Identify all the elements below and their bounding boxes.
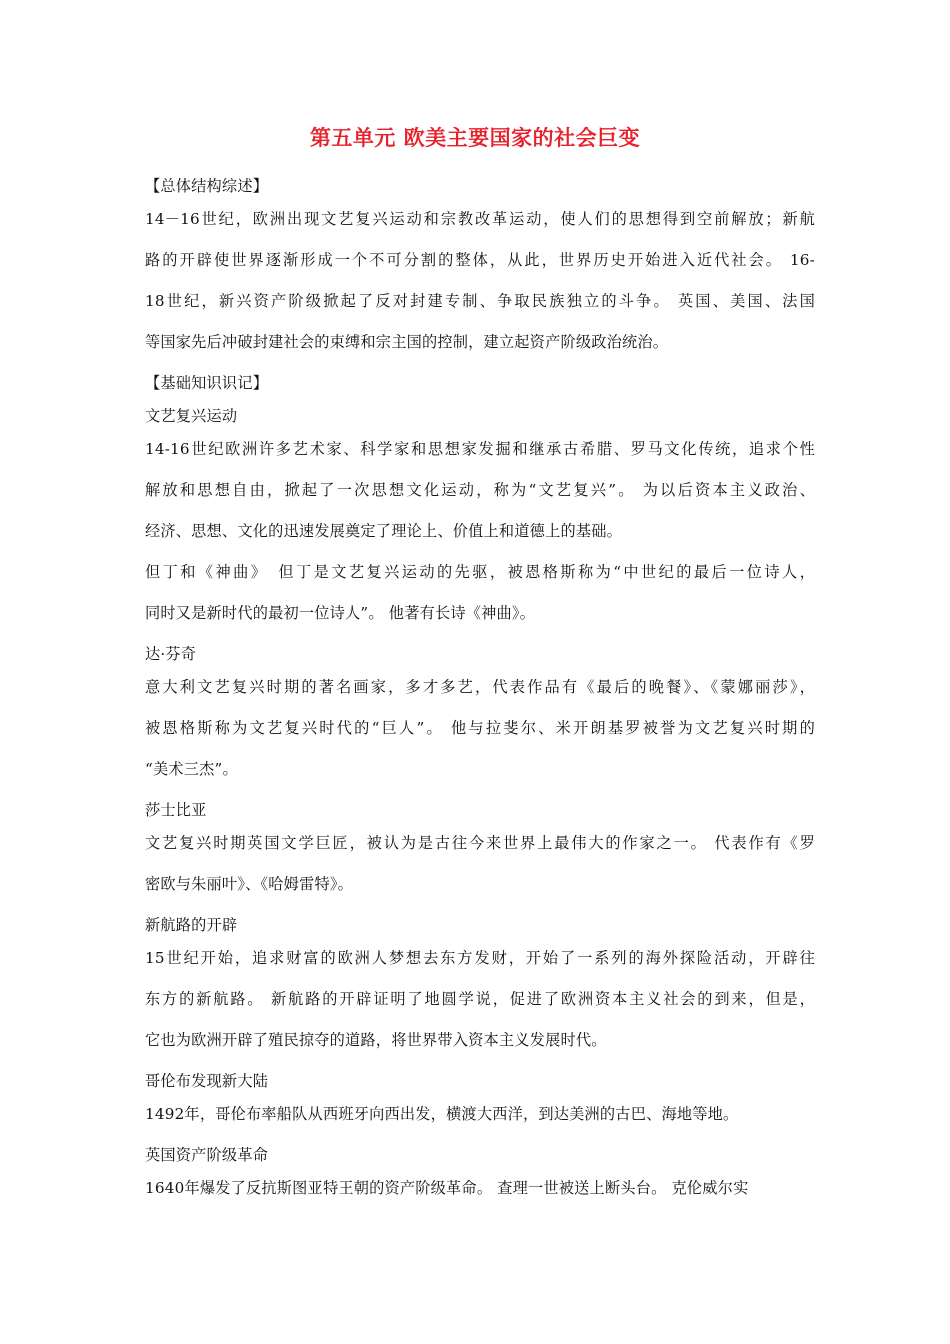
paragraph-line: 14－16世纪，欧洲出现文艺复兴运动和宗教改革运动，使人们的思想得到空前解放；新航: [145, 210, 815, 228]
section-heading: 【总体结构综述】: [145, 177, 269, 195]
paragraph-line: 经济、思想、文化的迅速发展奠定了理论上、价值上和道德上的基础。: [145, 522, 623, 540]
section-heading: 【基础知识识记】: [145, 374, 269, 392]
paragraph-line: 15世纪开始，追求财富的欧洲人梦想去东方发财，开始了一系列的海外探险活动，开辟往: [145, 949, 815, 967]
paragraph-line: 14-16世纪欧洲许多艺术家、科学家和思想家发掘和继承古希腊、罗马文化传统，追求个性: [145, 440, 815, 458]
paragraph-line: 但丁和《神曲》 但丁是文艺复兴运动的先驱，被恩格斯称为“中世纪的最后一位诗人，: [145, 563, 815, 581]
paragraph-line: “美术三杰”。: [145, 760, 238, 778]
paragraph-line: 被恩格斯称为文艺复兴时代的“巨人”。 他与拉斐尔、米开朗基罗被誉为文艺复兴时期的: [145, 719, 815, 737]
paragraph-line: 东方的新航路。 新航路的开辟证明了地圆学说，促进了欧洲资本主义社会的到来，但是，: [145, 990, 815, 1008]
paragraph-line: 18世纪，新兴资产阶级掀起了反对封建专制、争取民族独立的斗争。 英国、美国、法国: [145, 292, 815, 310]
document-body: [145, 174, 815, 1217]
section-heading: 达·芬奇: [145, 645, 197, 663]
paragraph-line: 意大利文艺复兴时期的著名画家，多才多艺，代表作品有《最后的晚餐》、《蒙娜丽莎》，: [145, 678, 815, 696]
section-heading: 英国资产阶级革命: [145, 1146, 269, 1164]
paragraph-line: 1492年，哥伦布率船队从西班牙向西出发，横渡大西洋，到达美洲的古巴、海地等地。: [145, 1105, 739, 1123]
paragraph-line: 密欧与朱丽叶》、《哈姆雷特》。: [145, 875, 354, 893]
paragraph-line: 1640年爆发了反抗斯图亚特王朝的资产阶级革命。 查理一世被送上断头台。 克伦威尔实: [145, 1179, 749, 1197]
paragraph-line: 同时又是新时代的最初一位诗人”。 他著有长诗《神曲》。: [145, 604, 536, 622]
page-title: 第五单元 欧美主要国家的社会巨变: [309, 126, 641, 150]
paragraph-line: 解放和思想自由，掀起了一次思想文化运动，称为“文艺复兴”。 为以后资本主义政治、: [145, 481, 815, 499]
section-heading: 文艺复兴运动: [145, 407, 238, 425]
paragraph-line: 文艺复兴时期英国文学巨匠，被认为是古往今来世界上最伟大的作家之一。 代表作有《罗: [145, 834, 815, 852]
paragraph-line: 路的开辟使世界逐渐形成一个不可分割的整体，从此，世界历史开始进入近代社会。 16-: [145, 251, 815, 269]
section-heading: 莎士比亚: [145, 801, 207, 819]
paragraph-line: 等国家先后冲破封建社会的束缚和宗主国的控制，建立起资产阶级政治统治。: [145, 333, 669, 351]
section-heading: 新航路的开辟: [145, 916, 238, 934]
paragraph-line: 它也为欧洲开辟了殖民掠夺的道路，将世界带入资本主义发展时代。: [145, 1031, 607, 1049]
section-heading: 哥伦布发现新大陆: [145, 1072, 269, 1090]
